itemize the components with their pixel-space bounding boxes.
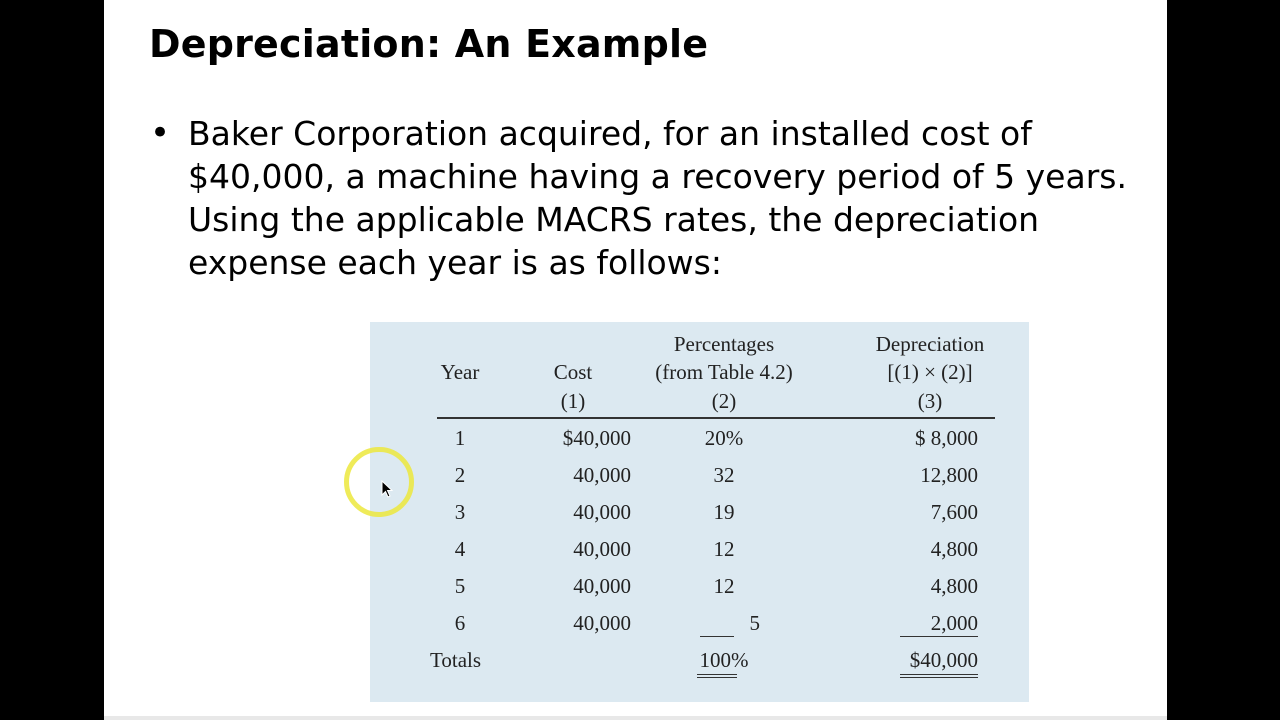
table-row-3-dep: 7,600: [930, 500, 978, 524]
header-year: Year: [440, 360, 480, 384]
slide-bottom-edge: [104, 716, 1167, 720]
table-row-3-pct: 19: [713, 500, 735, 524]
header-depreciation-formula: [(1) × (2)]: [887, 360, 973, 384]
totals-pct: 100%: [699, 648, 749, 672]
table-row-2-dep: 12,800: [920, 463, 978, 487]
table-row-5-dep: 4,800: [930, 574, 978, 598]
header-percentages-col-number: (2): [711, 389, 737, 413]
pct-total-double-rule-2: [697, 677, 737, 678]
table-row-2-year: 2: [454, 463, 466, 487]
bullet-icon: •: [150, 113, 171, 153]
header-depreciation: Depreciation: [875, 332, 985, 356]
header-depreciation-col-number: (3): [917, 389, 943, 413]
table-row-2-cost: 40,000: [573, 463, 631, 487]
table-row-1-pct: 20%: [704, 426, 744, 450]
table-row-5-year: 5: [454, 574, 466, 598]
table-row-3-year: 3: [454, 500, 466, 524]
totals-dep: $40,000: [909, 648, 978, 672]
table-row-4-dep: 4,800: [930, 537, 978, 561]
table-row-5-cost: 40,000: [573, 574, 631, 598]
table-row-1-cost: $40,000: [562, 426, 631, 450]
table-row-2-pct: 32: [713, 463, 735, 487]
dep-total-double-rule-1: [900, 674, 978, 675]
table-row-6-pct: 5: [749, 611, 760, 635]
header-percentages: Percentages: [673, 332, 775, 356]
table-row-6-cost: 40,000: [573, 611, 631, 635]
table-row-4-year: 4: [454, 537, 466, 561]
table-row-6-dep: 2,000: [930, 611, 978, 635]
cursor-highlight-ring: [344, 447, 414, 517]
slide-title: Depreciation: An Example: [149, 22, 709, 66]
bullet-text: Baker Corporation acquired, for an installed cost of $40,000, a machine having a recovery period of 5 years. Using the applicable MACRS rates, the depreciation expense each year is as follows:: [188, 114, 1127, 282]
slide: [104, 0, 1167, 720]
header-cost-col-number: (1): [560, 389, 586, 413]
header-rule: [437, 417, 995, 419]
dep-subtotal-rule: [900, 636, 978, 637]
header-cost: Cost: [553, 360, 593, 384]
totals-label: Totals: [430, 648, 482, 672]
table-row-4-cost: 40,000: [573, 537, 631, 561]
mouse-pointer-icon: [381, 480, 393, 500]
depreciation-table: [370, 322, 1029, 702]
table-row-5-pct: 12: [713, 574, 735, 598]
dep-total-double-rule-2: [900, 677, 978, 678]
table-row-4-pct: 12: [713, 537, 735, 561]
table-row-1-dep: $ 8,000: [915, 426, 978, 450]
pct-total-double-rule-1: [697, 674, 737, 675]
table-row-3-cost: 40,000: [573, 500, 631, 524]
table-row-6-year: 6: [454, 611, 466, 635]
header-percentages-source: (from Table 4.2): [655, 360, 793, 384]
table-row-1-year: 1: [454, 426, 466, 450]
pct-subtotal-rule: [700, 636, 734, 637]
